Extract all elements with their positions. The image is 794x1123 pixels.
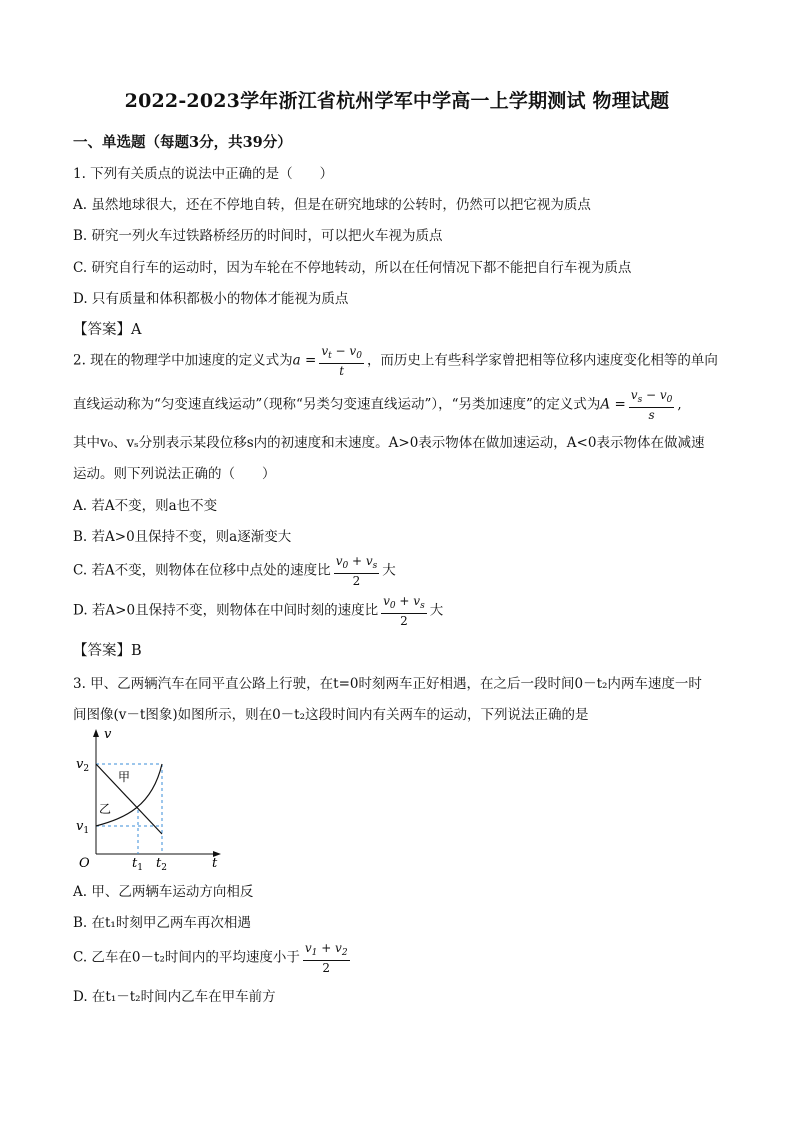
graph-origin-label: O xyxy=(79,856,90,871)
q2-option-a: A. 若A不变，则a也不变 xyxy=(73,498,218,514)
graph-y-axis-label: v xyxy=(104,727,112,742)
q2-formula-A-lhs: A = xyxy=(600,396,626,413)
section-heading: 一、单选题（每题3分，共39分） xyxy=(73,134,292,151)
q3-option-c-fraction: $\frac{v_1 + v_2}{2}$ xyxy=(304,941,348,975)
q1-option-b: B. 研究一列火车过铁路桥经历的时间时，可以把火车视为质点 xyxy=(73,228,443,244)
q1-stem: 1. 下列有关质点的说法中正确的是（ ） xyxy=(73,166,334,182)
graph-t1-label: $t_1$ xyxy=(132,856,143,871)
page-title: 2022-2023学年浙江省杭州学军中学高一上学期测试 物理试题 xyxy=(124,90,670,112)
q1-option-d: D. 只有质量和体积都极小的物体才能视为质点 xyxy=(73,291,349,307)
q1-option-a: A. 虽然地球很大，还在不停地自转，但是在研究地球的公转时，仍然可以把它视为质点 xyxy=(73,197,591,213)
q2-option-d-fraction: $\frac{v_0 + v_s}{2}$ xyxy=(383,594,425,628)
q3-option-c: C. 乙车在0－t₂时间内的平均速度小于 $\frac{v_1 + v_2}{2}$ xyxy=(73,941,348,975)
q1-answer: 【答案】A xyxy=(73,322,142,338)
q3-option-b: B. 在t₁时刻甲乙两车再次相遇 xyxy=(73,915,251,931)
q3-option-d: D. 在t₁－t₂时间内乙车在甲车前方 xyxy=(73,989,276,1005)
q2-line-1 xyxy=(73,344,718,378)
q2-line-2: 直线运动称为“匀变速直线运动”（现称“另类匀变速直线运动”），“另类加速度”的定义式为A = $\frac{v_s - v_0}{s}$ , xyxy=(73,388,682,422)
q3-line-2: 间图像(v－t图象)如图所示，则在0－t₂这段时间内有关两车的运动，下列说法正确的是 xyxy=(73,707,589,723)
q2-formula-a-fraction: $\frac{v_t - v_0}{t}$ xyxy=(321,344,362,378)
q3-option-a: A. 甲、乙两辆车运动方向相反 xyxy=(73,884,254,900)
q2-option-c: C. 若A不变，则物体在位移中点处的速度比 $\frac{v_0 + v_s}{2}$ 大 xyxy=(73,554,396,588)
graph-v1-label: $v_1$ xyxy=(76,819,90,836)
q2-formula-a-lhs: a = xyxy=(292,352,317,369)
q3-line-1: 3. 甲、乙两辆汽车在同平直公路上行驶，在t=0时刻两车正好相遇，在之后一段时间0－t₂内两车速度一时 xyxy=(73,676,702,692)
q2-line-1-text: 2. 现在的物理学中加速度的定义式为 xyxy=(73,352,293,369)
graph-x-axis-label: t xyxy=(212,856,218,871)
graph-t2-label: $t_2$ xyxy=(156,856,167,871)
q2-line-2-text: 直线运动称为“匀变速直线运动”（现称“另类匀变速直线运动”），“另类加速度”的定义式为 xyxy=(73,396,601,413)
q2-line-3: 其中v₀、vₛ分别表示某段位移s内的初速度和末速度。A>0表示物体在做加速运动，A<0表示物体在做减速 xyxy=(73,435,705,451)
q2-formula-A-fraction: $\frac{v_s - v_0}{s}$ xyxy=(630,388,673,422)
graph-v2-label: $v_2$ xyxy=(76,757,90,774)
q2-answer: 【答案】B xyxy=(73,643,142,659)
q2-option-c-fraction: $\frac{v_0 + v_s}{2}$ xyxy=(335,554,378,588)
q2-line-4: 运动。则下列说法正确的（ ） xyxy=(73,466,276,482)
q2-line-1-tail: ，而历史上有些科学家曾把相等位移内速度变化相等的单向 xyxy=(366,352,718,369)
q2-option-d: D. 若A>0且保持不变，则物体在中间时刻的速度比 $\frac{v_0 + v_s}{2}$ 大 xyxy=(73,594,444,628)
q2-option-b: B. 若A>0且保持不变，则a逐渐变大 xyxy=(73,529,292,545)
vt-graph xyxy=(66,726,226,871)
q1-option-c: C. 研究自行车的运动时，因为车轮在不停地转动，所以在任何情况下都不能把自行车视为质点 xyxy=(73,260,632,276)
graph-jia-label: 甲 xyxy=(118,770,131,784)
graph-yi-label: 乙 xyxy=(99,802,112,816)
